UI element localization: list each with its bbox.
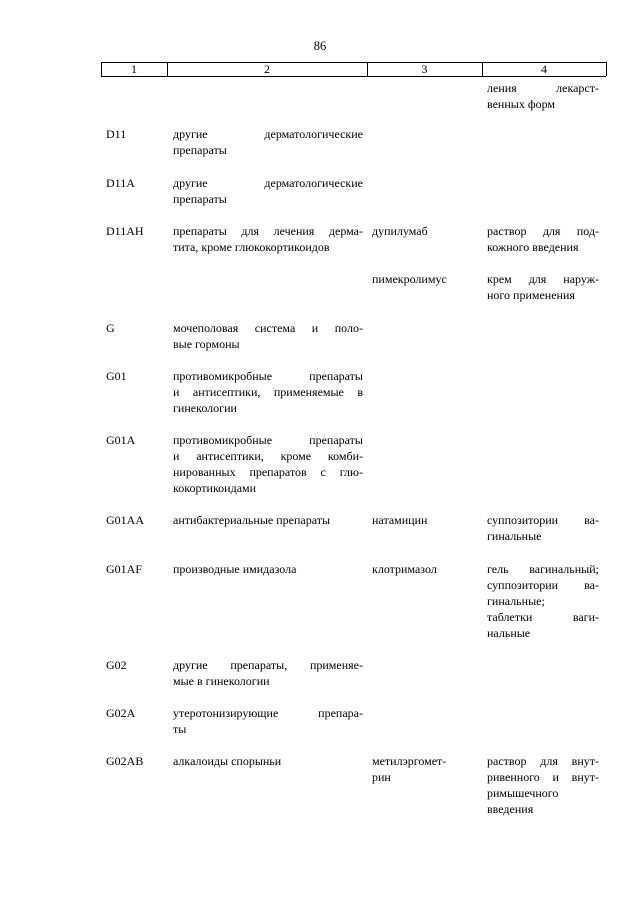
group-name-cell <box>173 561 363 577</box>
cell-line: гель вагинальный; <box>487 562 599 576</box>
inn-cell <box>372 223 472 239</box>
group-name-cell <box>173 126 363 158</box>
code-cell: D11A <box>106 176 135 190</box>
cell-line: утеротонизирующие препара- <box>173 706 363 720</box>
inn-cell <box>372 753 472 785</box>
column-header-3: 3 <box>421 62 428 76</box>
cell-line: препараты <box>173 143 227 157</box>
cell-line: гинальные <box>487 529 542 543</box>
column-header-1: 1 <box>131 62 137 76</box>
cell-line: крем для наруж- <box>487 272 599 286</box>
dosage-form-cell <box>487 223 599 255</box>
code-cell: G01AA <box>106 513 144 527</box>
group-name-cell <box>173 512 363 528</box>
group-name-cell <box>173 753 363 769</box>
group-name-cell <box>173 223 363 255</box>
cell-line: клотримазол <box>372 562 437 576</box>
dosage-form-cell <box>487 271 599 303</box>
code-cell: D11 <box>106 127 127 141</box>
group-name-cell <box>173 705 363 737</box>
dosage-form-cell <box>487 561 599 641</box>
cell-line: пимекролимус <box>372 272 447 286</box>
column-header-4: 4 <box>541 62 547 76</box>
cell-line: введения <box>487 802 534 816</box>
table-header-divider <box>606 62 607 76</box>
cell-line: метилэргомет- <box>372 754 447 768</box>
group-name-cell <box>173 368 363 416</box>
group-name-cell <box>173 320 363 352</box>
cell-line: противомикробные препараты <box>173 433 363 447</box>
cell-line: другие дерматологические <box>173 127 363 141</box>
cell-line: таблетки ваги- <box>487 610 599 624</box>
cell-line: суппозитории ва- <box>487 513 599 527</box>
dosage-form-cell <box>487 512 599 544</box>
cell-line: рин <box>372 770 391 784</box>
code-cell: G01 <box>106 369 127 383</box>
cell-line: гинекологии <box>173 401 237 415</box>
code-cell: G02AB <box>106 754 144 768</box>
cell-line: раствор для внут- <box>487 754 599 768</box>
cell-line: мые в гинекологии <box>173 674 270 688</box>
inn-cell <box>372 271 472 287</box>
cell-line: другие дерматологические <box>173 176 363 190</box>
cell-line: римышечного <box>487 786 559 800</box>
cell-line: мочеполовая система и поло- <box>173 321 363 335</box>
table-header-bottom-border <box>101 76 606 77</box>
page-number: 86 <box>313 39 327 53</box>
cell-line: противомикробные препараты <box>173 369 363 383</box>
cell-line: ривенного и внут- <box>487 770 599 784</box>
code-cell: G <box>106 321 115 335</box>
cell-line: вые гормоны <box>173 337 240 351</box>
cell-line: и антисептики, кроме комби- <box>173 449 363 463</box>
cell-line: суппозитории ва- <box>487 578 599 592</box>
code-cell: G01A <box>106 433 136 447</box>
code-cell: G02A <box>106 706 136 720</box>
cell-line: тита, кроме глюкокортикоидов <box>173 240 330 254</box>
cell-line: натамицин <box>372 513 428 527</box>
group-name-cell <box>173 175 363 207</box>
inn-cell <box>372 512 472 528</box>
group-name-cell <box>173 657 363 689</box>
cell-line: гинальные; <box>487 594 545 608</box>
cell-line: ного применения <box>487 288 575 302</box>
inn-cell <box>372 561 472 577</box>
cell-line: раствор для под- <box>487 224 599 238</box>
code-cell: D11AH <box>106 224 144 238</box>
cell-line: препараты для лечения дерма- <box>173 224 363 238</box>
cell-line: ты <box>173 722 187 736</box>
dosage-form-cell <box>487 753 599 817</box>
group-name-cell <box>173 432 363 496</box>
cell-line: производные имидазола <box>173 562 297 576</box>
cell-line: антибактериальные препараты <box>173 513 331 527</box>
cell-line: и антисептики, применяемые в <box>173 385 363 399</box>
cell-line: ления лекарст- <box>487 81 599 95</box>
dosage-form-cell <box>487 80 599 112</box>
cell-line: нированных препаратов с глю- <box>173 465 363 479</box>
cell-line: кокортикоидами <box>173 481 257 495</box>
cell-line: алкалоиды спорыньи <box>173 754 282 768</box>
cell-line: дупилумаб <box>372 224 428 238</box>
cell-line: кожного введения <box>487 240 579 254</box>
code-cell: G02 <box>106 658 127 672</box>
column-header-2: 2 <box>264 62 270 76</box>
cell-line: венных форм <box>487 97 556 111</box>
code-cell: G01AF <box>106 562 143 576</box>
cell-line: другие препараты, применяе- <box>173 658 363 672</box>
cell-line: препараты <box>173 192 227 206</box>
cell-line: нальные <box>487 626 531 640</box>
